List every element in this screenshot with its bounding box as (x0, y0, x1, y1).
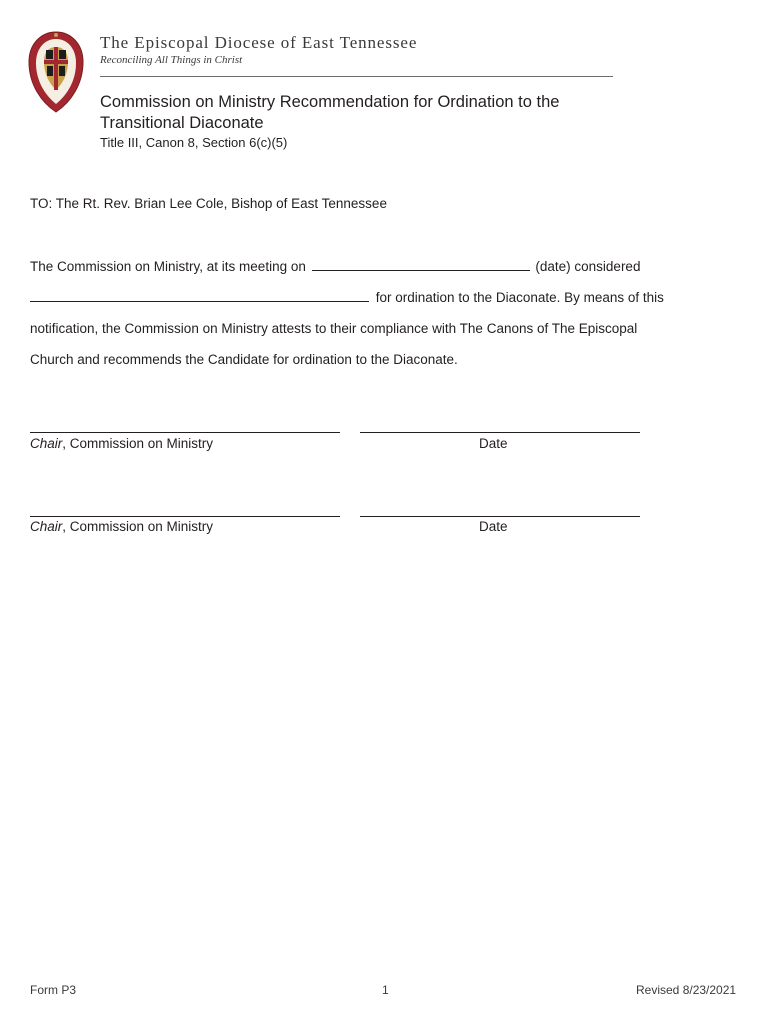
ordination-text: for ordination to the Diaconate. By means of this (375, 290, 664, 305)
date-label-1: Date (479, 436, 508, 451)
body-line-2 (30, 290, 664, 305)
diocese-name: The Episcopal Diocese of East Tennessee (100, 33, 418, 52)
chair-signature-line-1[interactable] (30, 432, 340, 433)
body-line-3: notification, the Commission on Ministry attests to their compliance with The Canons of The Episcopal (30, 321, 638, 336)
chair-rest-1: , Commission on Ministry (62, 436, 214, 451)
diocese-tagline: Reconciling All Things in Christ (100, 54, 243, 66)
addressee-line: TO: The Rt. Rev. Brian Lee Cole, Bishop of East Tennessee (30, 196, 387, 211)
header-divider (100, 76, 613, 77)
diocese-seal-logo (27, 30, 85, 114)
meeting-text: The Commission on Ministry, at its meeting on (30, 259, 306, 274)
body-line-1 (30, 259, 640, 274)
date-considered-text: (date) considered (535, 259, 641, 274)
form-title (100, 92, 660, 134)
date-line-1[interactable] (360, 432, 640, 433)
date-line-2[interactable] (360, 516, 640, 517)
revised-date: Revised 8/23/2021 (636, 983, 737, 997)
chair-label-2 (30, 519, 213, 534)
body-line-4: Church and recommends the Candidate for ordination to the Diaconate. (30, 352, 458, 367)
canon-reference: Title III, Canon 8, Section 6(c)(5) (100, 135, 288, 150)
chair-italic-1: Chair (30, 436, 63, 451)
form-title-line2: Transitional Diaconate (100, 114, 264, 132)
form-title-line1: Commission on Ministry Recommendation for Ordination to the (100, 93, 560, 111)
meeting-date-field[interactable] (312, 259, 530, 271)
chair-rest-2: , Commission on Ministry (62, 519, 214, 534)
form-id: Form P3 (30, 983, 77, 997)
chair-italic-2: Chair (30, 519, 63, 534)
date-label-2: Date (479, 519, 508, 534)
chair-label-1 (30, 436, 213, 451)
chair-signature-line-2[interactable] (30, 516, 340, 517)
page-number: 1 (382, 983, 389, 997)
candidate-name-field[interactable] (30, 290, 369, 302)
